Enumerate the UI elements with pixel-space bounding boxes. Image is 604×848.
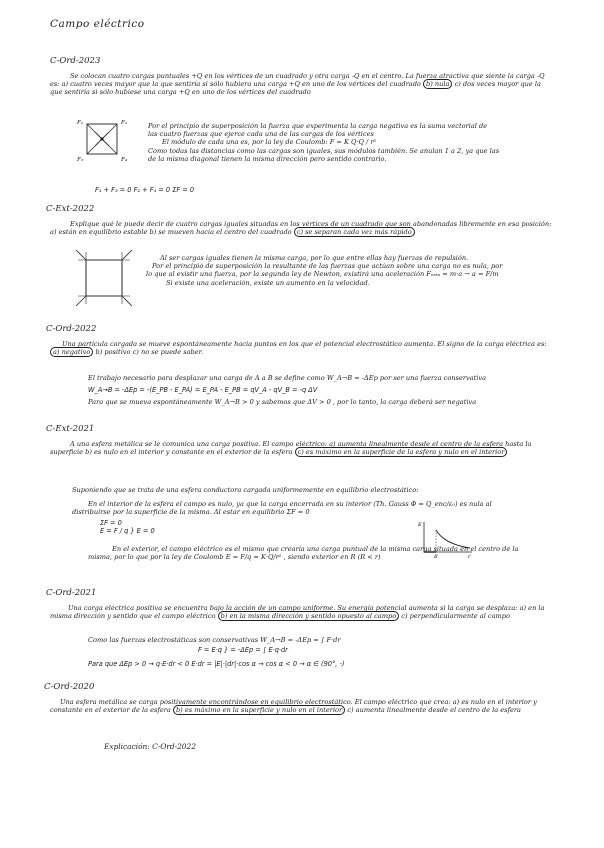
section-heading-c-ord-2022: C-Ord-2022: [46, 324, 97, 334]
question-text: Una partícula cargada se mueve espontáneamente hacia puntos en los que el potencial electrostático aumenta. El signo de la carga eléctrica es: a) negativo b) positivo c) no se puede saber.: [50, 340, 555, 356]
question-text: Explique qué le puede decir de cuatro cargas iguales situadas en los vértices de un cuadrado que son abandonadas libremente en esa posición: a) están en equilibrio estable b) se mueven hacia el centro del cuadrado c) se separan cada vez más rápido: [50, 220, 552, 237]
circled-answer: c) es máximo en la superficie de la esfera y nulo en el interior: [295, 447, 508, 457]
circled-answer: b) es máximo en la superficie y nulo en el interior: [173, 705, 345, 715]
section-heading-c-ord-2023: C-Ord-2023: [50, 56, 101, 66]
graph-label: R: [434, 554, 438, 560]
circled-answer: b) nula: [423, 79, 452, 89]
answer-block: Como las fuerzas electrostáticas son conservativas W_A→B = -ΔEp = ∫ F·dr F = E·q } = -ΔEp = ∫ E·q·dr Para que ΔEp > 0 → q·E·dr < 0 E·dr = |E|·|dr|·cos α → cos α < 0 → α ∈ (90°, -): [88, 636, 345, 669]
answer-block: El trabajo necesario para desplazar una carga de A a B se define como W_A→B = -ΔEp por ser una fuerza conservativa W_A→B = -ΔEp = -(E_PB - E_PA) = E_PA - E_PB = qV_A - qV_B = -q ΔV Para que se mueva espontáneamente W_A→B > 0 y sabemos que ΔV > 0 , por lo tanto, la carga deberá ser negativa: [88, 374, 487, 407]
answer-block: Suponiendo que se trata de una esfera conductora cargada uniformemente en equilibrio electrostático: En el interior de la esfera el campo es nulo, ya que la carga encerrada en su interior (Th. Gauss Φ = Q_enc/ε₀) es nula al distribuirse por la superficie de la misma. Al estar en equilibrio ΣF = 0 ΣF = 0 E = F / q } E = 0 En el exterior, el campo eléctrico es el mismo que crearía una carga puntual de la misma carga situada en el centro de la misma, por lo que por la ley de Coulomb E = F/q = K·Q/r² , siendo exterior en R (R < r): [72, 486, 519, 562]
repelling-charges-diagram: [68, 248, 143, 308]
circled-answer: c) se separan cada vez más rápido: [294, 227, 415, 237]
section-heading-c-ord-2021: C-Ord-2021: [46, 588, 97, 598]
fig-label: F₃: [77, 157, 84, 163]
answer-block: Por el principio de superposición la fuerza que experimenta la carga negativa es la suma vectorial de las cuatro fuerzas que ejerce cada una de las cargas de los vértices El módulo de cada una es, por la ley de Coulomb: F = K Q·Q / r² Como todas las distancias como las cargas son iguales, sus módulos también. Se anulan 1 a 2, ya que las de la misma diagonal tienen la misma dirección pero sentido contrario.: [148, 122, 500, 163]
page-title: Campo eléctrico: [50, 18, 145, 30]
fig-label: F₁: [77, 120, 84, 126]
footer-note: Explicación: C-Ord-2022: [104, 742, 196, 751]
circled-answer: a) negativo: [50, 347, 93, 357]
question-text: A una esfera metálica se le comunica una carga positiva. El campo eléctrico: a) aumenta linealmente desde el centro de la esfera hasta la superficie b) es nulo en el interior y constante en el exterior de la esfera c) es máximo en la superficie de la esfera y nulo en el interior: [50, 440, 532, 457]
graph-label: E: [418, 522, 422, 528]
question-text: Una carga eléctrica positiva se encuentra bajo la acción de un campo uniforme. Su energía potencial aumenta si la carga se desplaza: a) en la misma dirección y sentido que el campo eléctrico b) en la misma dirección y sentido opuesto al campo c) perpendicularmente al campo: [50, 604, 545, 621]
question-text: Se colocan cuatro cargas puntuales +Q en los vértices de un cuadrado y otra carga -Q en el centro. La fuerza atractiva que siente la carga -Q es: a) cuatro veces mayor que la que sentiría si sólo hubiera una carga +Q en uno de los vértices del cuadrado b) nula c) dos veces mayor que la que sentiría si sólo hubiese una carga +Q en uno de los vértices del cuadrado: [50, 72, 545, 97]
question-text: Una esfera metálica se carga positivamente encontrándose en equilibrio electrostático. El campo eléctrico que crea: a) es nulo en el interior y constante en el exterior de la esfera b) es máximo en la superficie y nulo en el interior c) aumenta linealmente desde el centro de la esfera: [50, 698, 537, 715]
section-heading-c-ord-2020: C-Ord-2020: [44, 682, 95, 692]
field-vs-radius-graph: [418, 520, 474, 558]
square-charges-diagram: [75, 116, 135, 166]
answer-block: Al ser cargas iguales tienen la misma carga, por lo que entre ellas hay fuerzas de repulsión. Por el principio de superposición la resultante de las fuerzas que actúan sobre una carga no es nula, por lo que al existir una fuerza, por la segunda ley de Newton, existirá una aceleración Fₙₑₜₐ = m·a → a = F/m Si existe una aceleración, existe un aumento en la velocidad.: [146, 254, 503, 287]
graph-label: r: [468, 554, 471, 560]
section-heading-c-ext-2022: C-Ext-2022: [46, 204, 95, 214]
fig-label: F₂: [121, 120, 128, 126]
equation-line: F₁ + F₃ = 0 F₂ + F₄ = 0 ΣF = 0: [95, 186, 195, 194]
section-heading-c-ext-2021: C-Ext-2021: [46, 424, 95, 434]
fig-label: F₄: [121, 157, 128, 163]
circled-answer: b) en la misma dirección y sentido opuesto al campo: [218, 611, 400, 621]
